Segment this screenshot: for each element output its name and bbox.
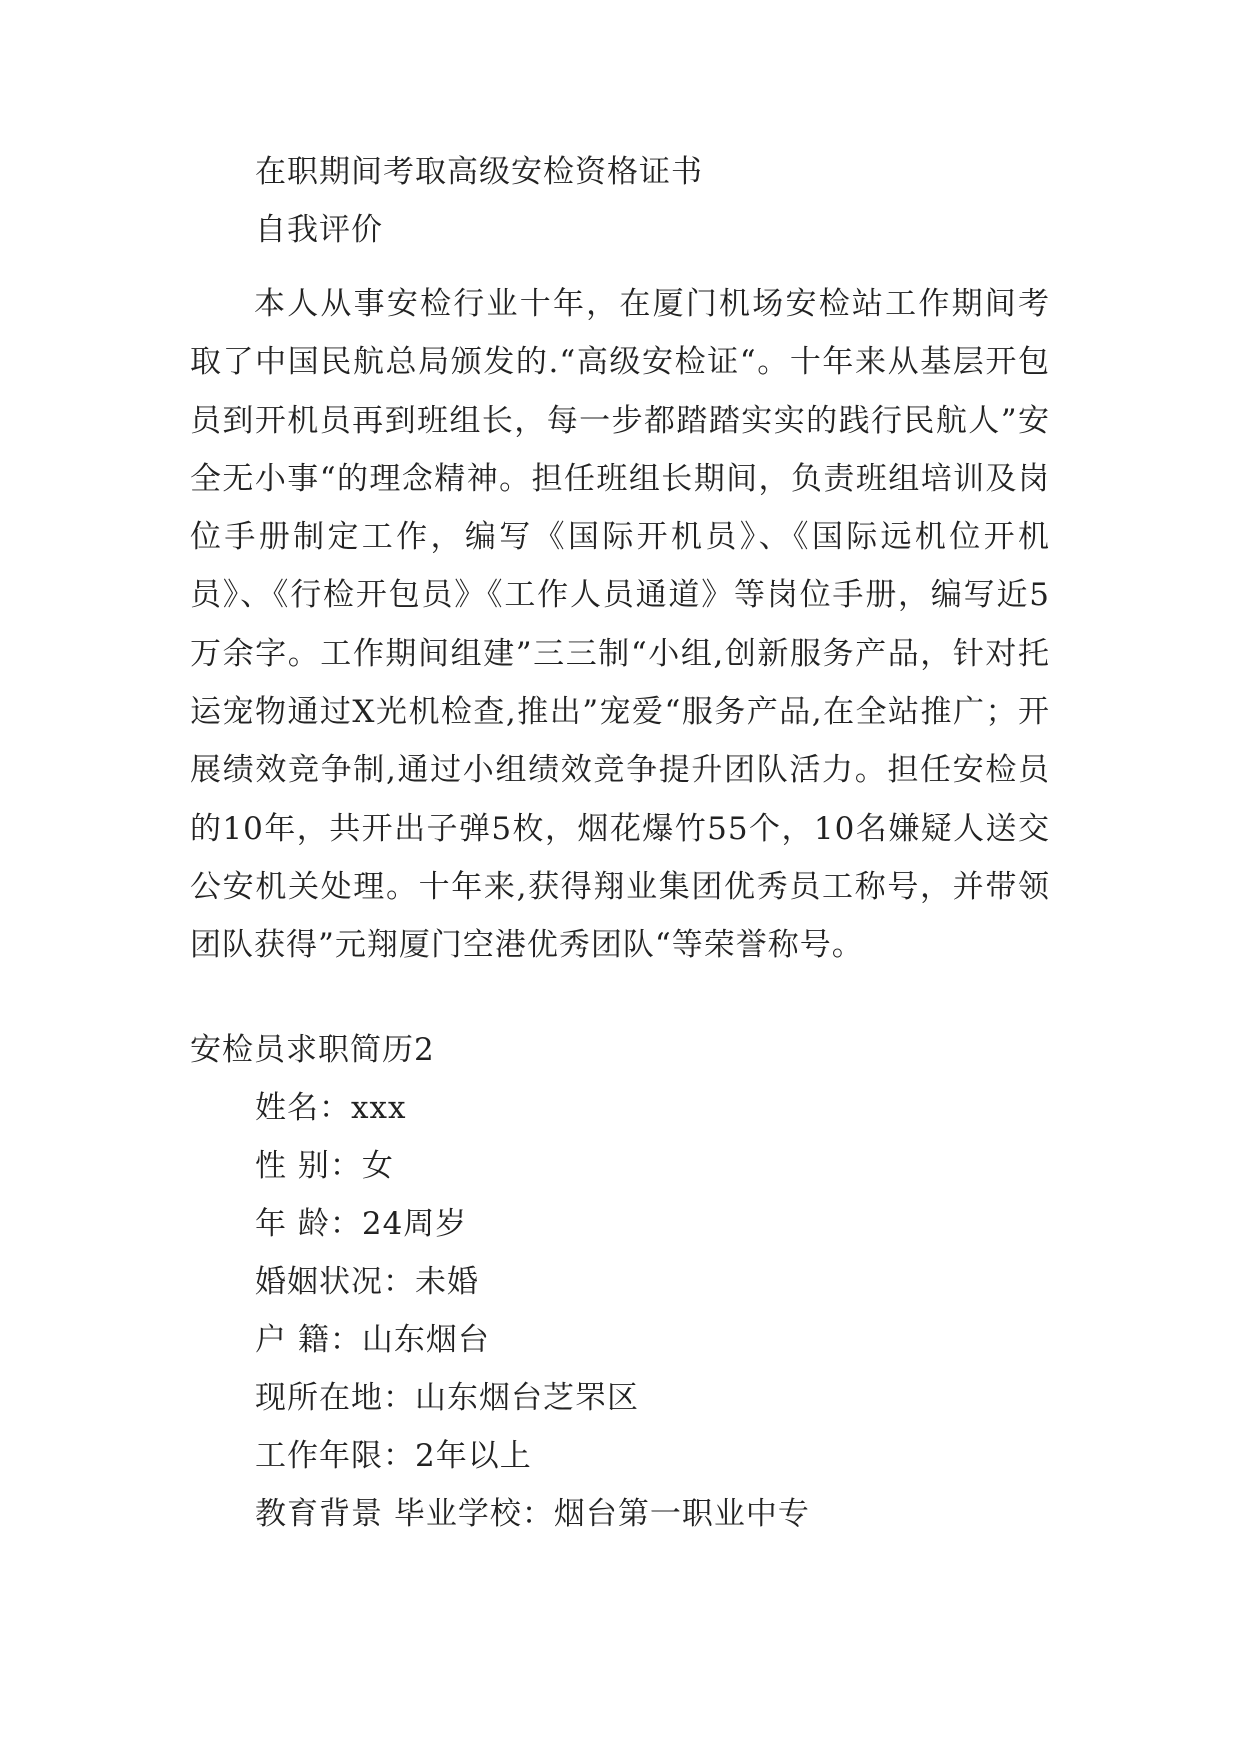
- field-current-location: [255, 1378, 639, 1418]
- field-gender: [255, 1146, 394, 1186]
- field-years-of-work-value: 2年以上: [415, 1438, 532, 1474]
- field-marital-status: [255, 1262, 479, 1302]
- field-years-of-work: [255, 1436, 532, 1476]
- field-years-of-work-label: 工作年限：: [255, 1438, 415, 1474]
- field-current-location-label: 现所在地：: [255, 1380, 415, 1416]
- field-name: [255, 1088, 406, 1128]
- field-marital-status-label: 婚姻状况：: [255, 1264, 415, 1300]
- field-education: [255, 1494, 810, 1534]
- self-evaluation-heading: 自我评价: [255, 212, 383, 248]
- field-current-location-value: 山东烟台芝罘区: [415, 1380, 639, 1416]
- field-name-value: xxx: [351, 1090, 407, 1126]
- field-name-label: 姓名：: [255, 1090, 351, 1126]
- field-household-registration-label: 户 籍：: [255, 1322, 362, 1358]
- field-household-registration-value: 山东烟台: [361, 1322, 490, 1358]
- field-age-label: 年 龄：: [255, 1206, 362, 1242]
- field-marital-status-value: 未婚: [415, 1264, 479, 1300]
- field-gender-value: 女: [361, 1148, 394, 1184]
- field-gender-label: 性 别：: [255, 1148, 362, 1184]
- resume-title: 安检员求职简历2: [190, 1032, 435, 1068]
- certificate-line: 在职期间考取高级安检资格证书: [255, 154, 703, 190]
- field-education-label: 教育背景 毕业学校：: [255, 1496, 554, 1532]
- field-education-value: 烟台第一职业中专: [553, 1496, 810, 1532]
- field-household-registration: [255, 1320, 490, 1360]
- field-age: [255, 1204, 467, 1244]
- field-age-value: 24周岁: [361, 1206, 468, 1242]
- self-evaluation-paragraph: 本人从事安检行业十年，在厦门机场安检站工作期间考取了中国民航总局颁发的.“高级安检证“。十年来从基层开包员到开机员再到班组长，每一步都踏踏实实的践行民航人”安全无小事“的理念精神。担任班组长期间，负责班组培训及岗位手册制定工作，编写《国际开机员》、《国际远机位开机员》、《行检开包员》《工作人员通道》等岗位手册，编写近5万余字。工作期间组建”三三制“小组,创新服务产品，针对托运宠物通过X光机检查,推出”宠爱“服务产品,在全站推广；开展绩效竞争制,通过小组绩效竞争提升团队活力。担任安检员的10年，共开出子弹5枚，烟花爆竹55个，10名嫌疑人送交公安机关处理。十年来,获得翔业集团优秀员工称号，并带领团队获得”元翔厦门空港优秀团队“等荣誉称号。: [190, 286, 1050, 964]
